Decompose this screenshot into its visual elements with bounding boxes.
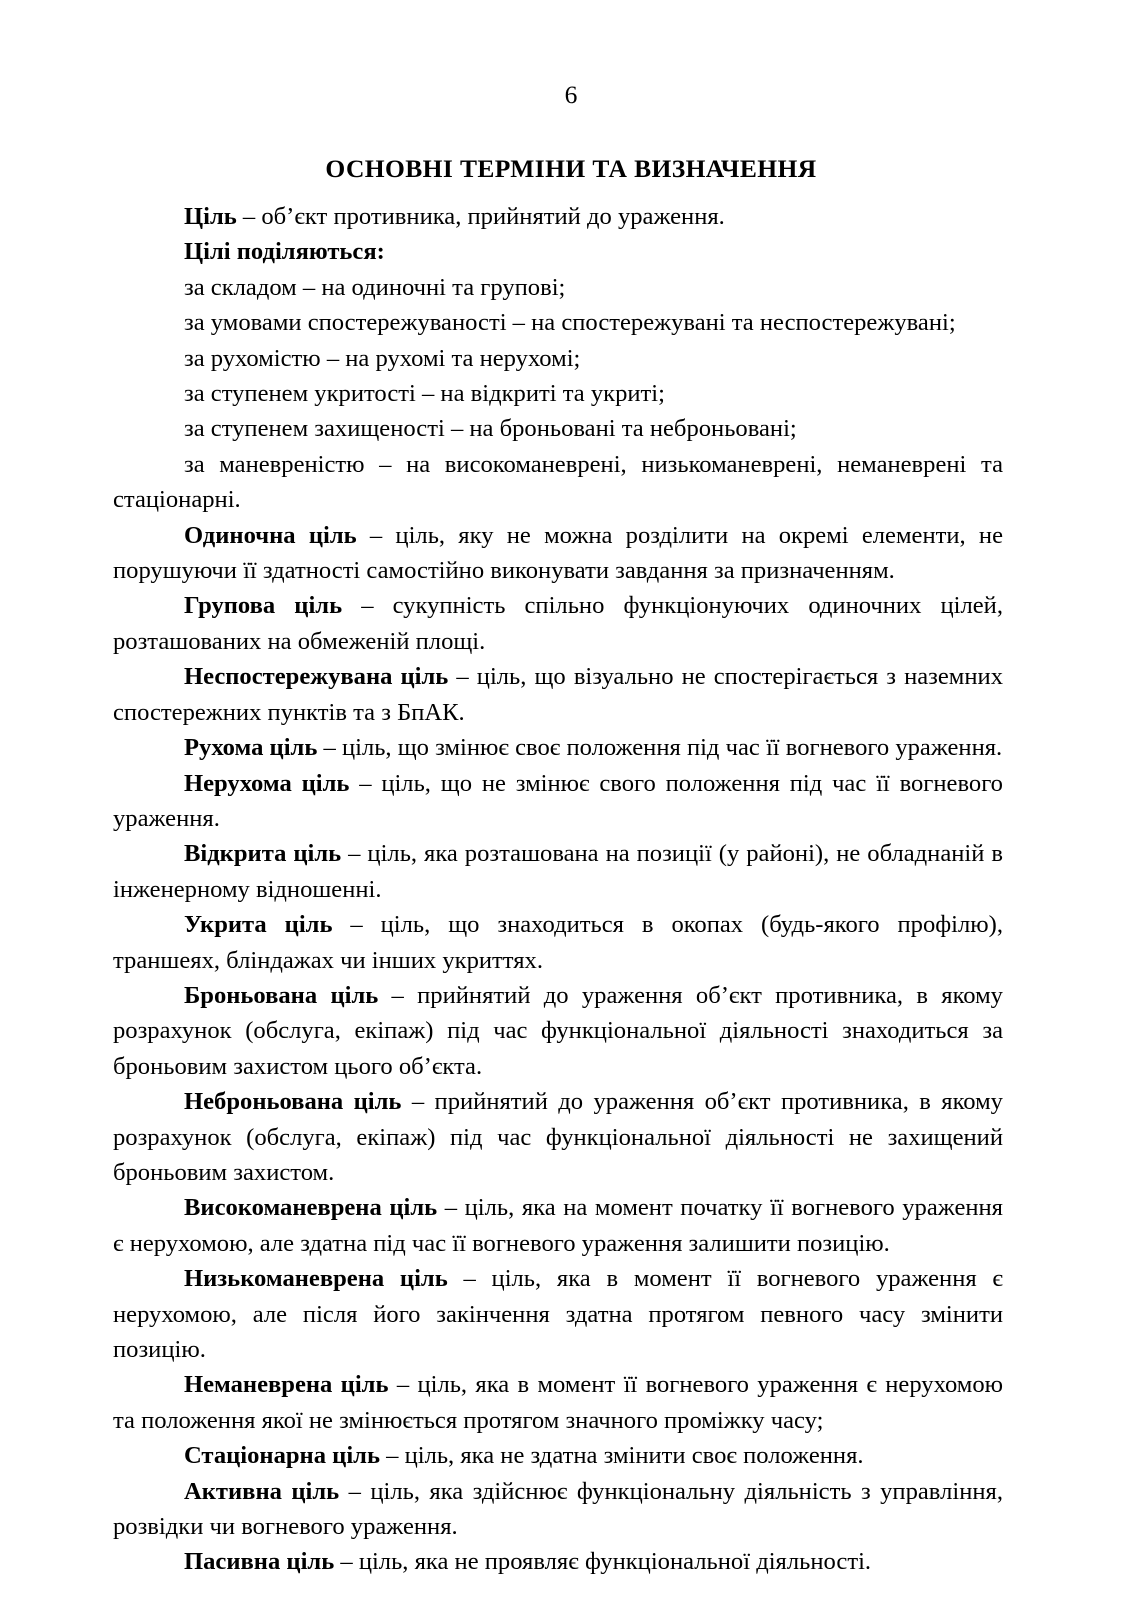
definition-term: Броньована ціль	[184, 981, 379, 1009]
definition-text: – ціль, що знаходиться в окопах (будь-якого профілю), траншеях, бліндажах чи інших укриттях.	[113, 911, 1003, 974]
definition-text: – ціль, яка здійснює функціональну діяльність з управління, розвідки чи вогневого ураження.	[113, 1477, 1003, 1541]
definition-paragraph	[113, 1190, 1003, 1261]
definition-paragraph	[113, 730, 1003, 765]
definition-paragraph	[113, 1084, 1003, 1190]
definition-term: Нерухома ціль	[184, 769, 350, 797]
definition-term: Укрита ціль	[184, 911, 333, 939]
list-item: за ступенем укритості – на відкриті та укриті;	[184, 380, 665, 408]
definition-term: Низькоманеврена ціль	[184, 1265, 448, 1293]
definition-paragraph	[113, 1474, 1003, 1545]
page-title: ОСНОВНІ ТЕРМІНИ ТА ВИЗНАЧЕННЯ	[325, 154, 817, 184]
definition-text: – ціль, яка розташована на позиції (у районі), не обладнаній в інженерному відношенні.	[113, 840, 1003, 903]
definition-term: Рухома ціль	[184, 734, 318, 762]
definition-term: Одиночна ціль	[184, 521, 357, 549]
intro-paragraph	[113, 199, 1003, 234]
list-item: за умовами спостережуваності – на спостережувані та неспостережувані;	[184, 309, 956, 337]
definition-paragraph	[113, 1438, 1003, 1473]
definition-term: Активна ціль	[184, 1477, 340, 1505]
definition-text: – ціль, яку не можна розділити на окремі елементи, не порушуючи її здатності самостійно виконувати завдання за призначенням.	[113, 521, 1003, 585]
definition-term: Пасивна ціль	[184, 1548, 335, 1576]
definition-text: – ціль, яка в момент її вогневого ураження є нерухомою, але після його закінчення здатна протягом певного часу змінити позицію.	[113, 1265, 1003, 1363]
list-item: за ступенем захищеності – на броньовані та неброньовані;	[184, 415, 797, 443]
definition-text: – ціль, що змінює своє положення під час її вогневого ураження.	[317, 734, 1003, 762]
list-heading	[113, 234, 1003, 269]
definition-paragraph	[113, 766, 1003, 837]
definition-paragraph	[113, 1367, 1003, 1438]
definition-text: – прийнятий до ураження об’єкт противника, в якому розрахунок (обслуга, екіпаж) під час функціональної діяльності не захищений броньовим захистом.	[113, 1088, 1003, 1186]
definition-paragraph	[113, 978, 1003, 1084]
definition-term: Високоманеврена ціль	[184, 1194, 438, 1222]
list-item: за складом – на одиночні та групові;	[184, 273, 566, 301]
definition-text: – ціль, яка в момент її вогневого ураження є нерухомою та положення якої не змінюється протягом значного проміжку часу;	[113, 1371, 1004, 1434]
definition-text: – ціль, що не змінює свого положення під час її вогневого ураження.	[113, 769, 1003, 832]
list-item: за рухомістю – на рухомі та нерухомі;	[184, 344, 581, 372]
definition-text: – ціль, що візуально не спостерігається з наземних спостережних пунктів та з БпАК.	[113, 663, 1003, 726]
definition-text: – сукупність спільно функціонуючих одиночних цілей, розташованих на обмеженій площі.	[113, 592, 1003, 655]
definition-text: – ціль, яка не проявляє функціональної діяльності.	[334, 1548, 872, 1576]
page-number: 6	[564, 80, 578, 109]
definition-paragraph	[113, 659, 1003, 730]
definition-paragraph	[113, 1261, 1003, 1367]
definition-text: – прийнятий до ураження об’єкт противника, в якому розрахунок (обслуга, екіпаж) під час функціональної діяльності знаходиться за броньовим захистом цього об’єкта.	[113, 981, 1003, 1080]
definition-paragraph	[113, 907, 1003, 978]
definition-term: Неброньована ціль	[184, 1088, 402, 1116]
definition-term: Стаціонарна ціль	[184, 1442, 380, 1470]
definition-paragraph	[113, 588, 1003, 659]
list-heading-label: Цілі поділяються:	[184, 238, 385, 266]
intro-term: Ціль	[184, 203, 237, 230]
definition-text: – ціль, яка на момент початку її вогневого ураження є нерухомою, але здатна під час її вогневого ураження залишити позицію.	[113, 1194, 1003, 1257]
definition-paragraph	[113, 1544, 1003, 1579]
definition-text: – ціль, яка не здатна змінити своє положення.	[379, 1442, 864, 1470]
definition-term: Неманеврена ціль	[184, 1371, 389, 1399]
list-item: за маневреністю – на високоманеврені, низькоманеврені, неманеврені та стаціонарні.	[113, 450, 1003, 514]
intro-text: – об’єкт противника, прийнятий до ураження.	[236, 203, 725, 230]
definition-term: Неспостережувана ціль	[184, 663, 449, 691]
definition-paragraph	[113, 518, 1003, 589]
definition-paragraph	[113, 836, 1003, 907]
definition-term: Групова ціль	[184, 592, 343, 620]
definition-term: Відкрита ціль	[184, 840, 342, 868]
document-body	[113, 199, 1003, 1580]
